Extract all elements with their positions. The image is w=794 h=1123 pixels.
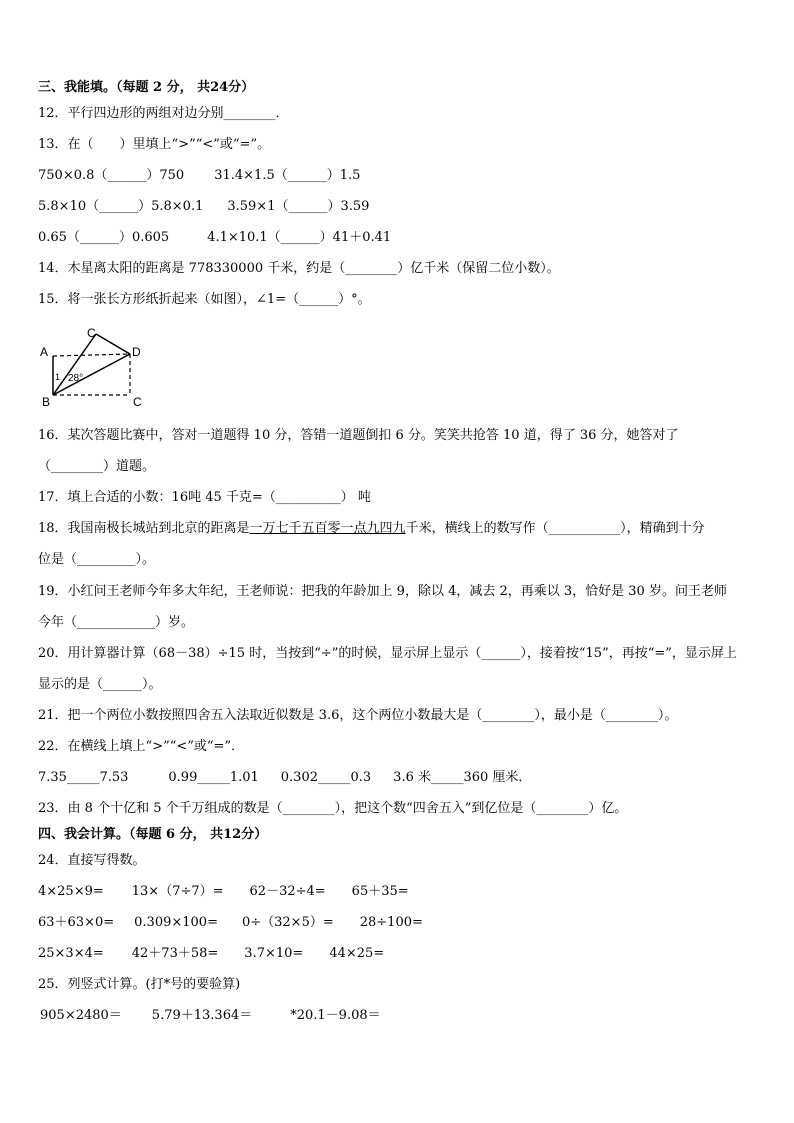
question-25-items (40, 1008, 381, 1024)
vertical-calc-item: *20.1－9.08＝ (290, 1008, 381, 1023)
question-18-line-1 (38, 521, 705, 537)
q22-item: 7.35_____7.53 (38, 770, 129, 785)
question-13-row-1 (38, 168, 360, 184)
q22-item: 0.99_____1.01 (168, 770, 259, 785)
q18-underlined-number: 一万七千五百零一点九四九 (249, 521, 406, 536)
calc-item: 44×25= (329, 946, 385, 961)
calc-item: 3.7×10= (244, 946, 304, 961)
question-24-title: 24．直接写得数。 (38, 853, 146, 868)
vertical-calc-item: 5.79＋13.364＝ (151, 1008, 253, 1023)
question-22-title: 22．在横线上填上“>”“<”或“=”． (38, 739, 245, 754)
question-13-row-3 (38, 230, 391, 246)
q22-item: 0.302_____0.3 (280, 770, 372, 785)
q13-item: 750×0.8（______）750 (38, 168, 185, 183)
question-20-line-1: 20．用计算器计算（68－38）÷15 时，当按到“÷”的时候，显示屏上显示（______），接着按“15”，再按“=”，显示屏上 (38, 646, 737, 661)
label-a: A (40, 345, 49, 359)
q13-item: 0.65（______）0.605 (38, 230, 170, 245)
calc-item: 25×3×4= (38, 946, 104, 961)
calc-item: 63＋63×0= (38, 915, 115, 930)
q13-item: 3.59×1（______）3.59 (227, 199, 370, 214)
calc-item: 42＋73＋58= (131, 946, 219, 961)
label-d: D (132, 345, 141, 359)
question-13-title: 13．在（ ）里填上“>”“<”或“=”。 (38, 137, 271, 152)
question-24-row-3 (38, 946, 384, 962)
q18-pre: 18．我国南极长城站到北京的距离是 (38, 521, 250, 536)
label-c-bottom: C (133, 395, 142, 406)
section-3-title: 三、我能填。（每题 2 分， 共24分） (38, 80, 255, 95)
label-angle-28: 28° (68, 373, 84, 384)
calc-item: 13×（7÷7）= (131, 884, 224, 899)
edge-cd-fold (96, 334, 130, 354)
section-4-title: 四、我会计算。（每题 6 分， 共12分） (38, 827, 268, 842)
q13-item: 4.1×10.1（______）41＋0.41 (207, 230, 392, 245)
label-angle-1: 1 (55, 372, 61, 382)
question-19-line-1: 19．小红问王老师今年多大年纪，王老师说：把我的年龄加上 9，除以 4，减去 2，再乘以 3，恰好是 30 岁。问王老师 (38, 584, 727, 599)
calc-item: 4×25×9= (38, 884, 104, 899)
question-17: 17．填上合适的小数：16吨 45 千克=（__________） 吨 (38, 490, 371, 505)
question-20-line-2: 显示的是（______）。 (38, 677, 162, 692)
edge-ad-dashed (53, 354, 130, 356)
question-15: 15．将一张长方形纸折起来（如图），∠1=（______）°。 (38, 292, 371, 307)
question-12: 12．平行四边形的两组对边分别________． (38, 106, 289, 121)
vertical-calc-item: 905×2480＝ (40, 1008, 122, 1023)
label-b: B (42, 395, 51, 406)
question-13-row-2 (38, 199, 369, 215)
question-16-line-2: （________）道题。 (38, 459, 156, 474)
q18-post: 千米，横线上的数写作（___________），精确到十分 (405, 521, 705, 536)
question-19-line-2: 今年（____________）岁。 (38, 615, 195, 630)
edge-bc-fold (53, 334, 96, 395)
calc-item: 62－32÷4= (249, 884, 326, 899)
q13-item: 5.8×10（______）5.8×0.1 (38, 199, 204, 214)
q22-item: 3.6 米_____360 厘米． (393, 770, 532, 785)
folded-rectangle-figure (38, 326, 148, 406)
question-22-items (38, 770, 531, 786)
calc-item: 28÷100= (359, 915, 423, 930)
question-24-row-1 (38, 884, 409, 900)
calc-item: 65＋35= (351, 884, 409, 899)
calc-item: 0÷（32×5）= (241, 915, 334, 930)
question-24-row-2 (38, 915, 423, 931)
diagonal-bd (53, 354, 130, 395)
calc-item: 0.309×100= (134, 915, 218, 930)
q13-item: 31.4×1.5（______）1.5 (214, 168, 361, 183)
question-21: 21．把一个两位小数按照四舍五入法取近似数是 3.6，这个两位小数最大是（________），最小是（________）。 (38, 708, 678, 723)
question-23: 23．由 8 个十亿和 5 个千万组成的数是（________），把这个数“四舍五入”到亿位是（________）亿。 (38, 801, 628, 816)
label-c-top: C (87, 326, 96, 340)
question-25-title: 25．列竖式计算。(打*号的要验算) (38, 977, 241, 992)
question-16-line-1: 16．某次答题比赛中，答对一道题得 10 分，答错一道题倒扣 6 分。笑笑共抢答 10 道，得了 36 分，她答对了 (38, 428, 679, 443)
question-18-line-2: 位是（_________）。 (38, 552, 156, 567)
question-14: 14．木星离太阳的距离是 778330000 千米，约是（________）亿千米（保留二位小数）。 (38, 261, 560, 276)
